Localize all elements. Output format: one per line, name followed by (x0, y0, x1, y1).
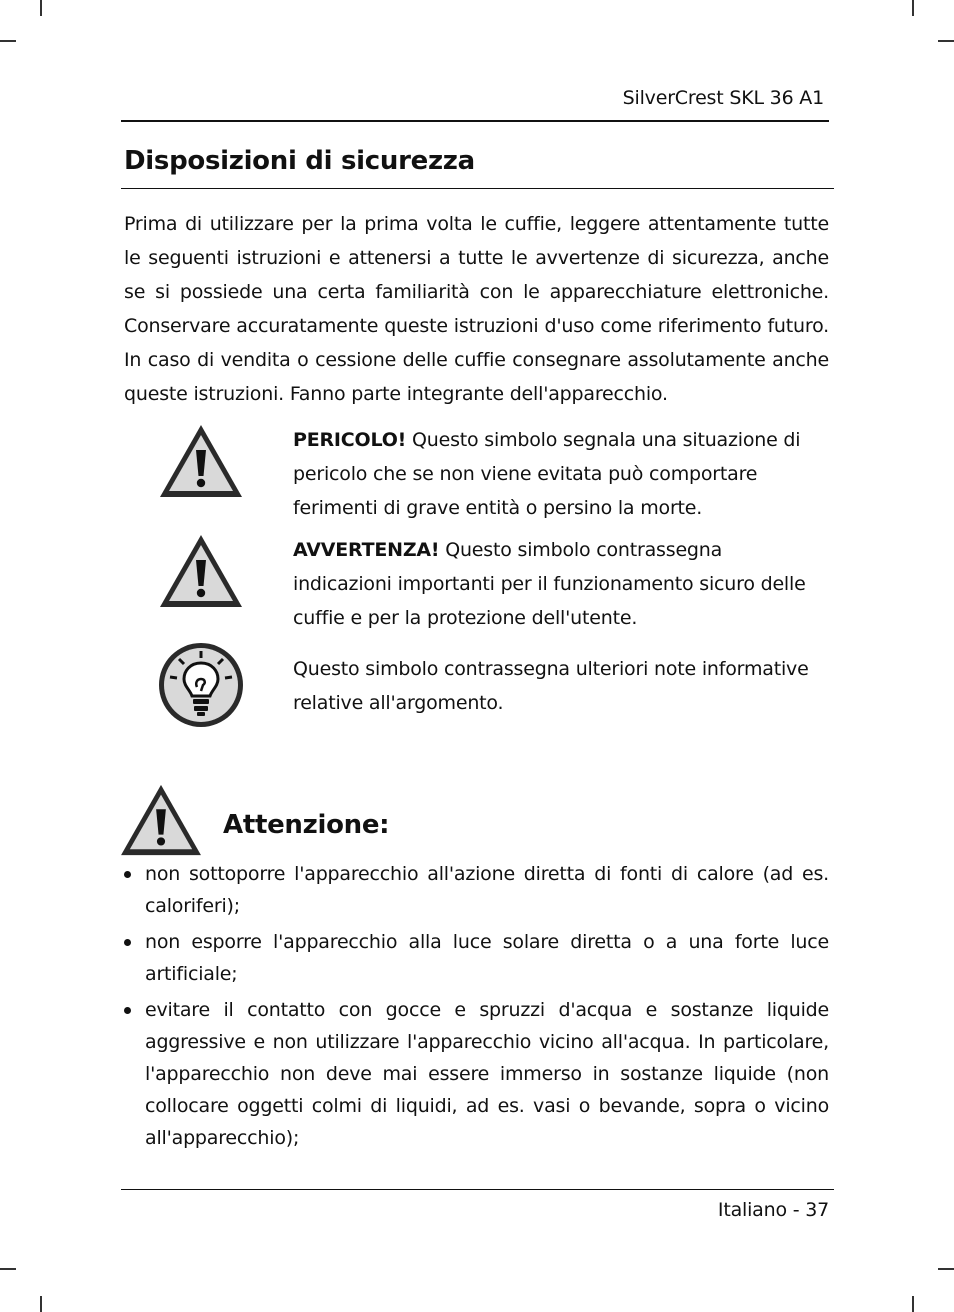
crop-mark (0, 40, 16, 42)
symbol-info-text (293, 652, 823, 720)
crop-mark (0, 1268, 16, 1270)
crop-mark (912, 1296, 914, 1312)
attention-warning-triangle-icon (118, 782, 204, 858)
crop-mark (912, 0, 914, 16)
crop-mark (938, 40, 954, 42)
bullet-text: non sottoporre l'apparecchio all'azione diretta di fonti di calore (ad es. caloriferi); (145, 863, 829, 917)
danger-label: PERICOLO! (293, 429, 407, 451)
bullet-dot-icon (124, 871, 131, 878)
warning-triangle-icon (157, 532, 245, 610)
attention-bullet-list (124, 858, 829, 1158)
crop-mark (40, 1296, 42, 1312)
header-product-name: SilverCrest SKL 36 A1 (622, 87, 824, 109)
bullet-dot-icon (124, 939, 131, 946)
footer-rule (121, 1189, 834, 1190)
symbol-danger-text (293, 423, 823, 525)
info-description: Questo simbolo contrassegna ulteriori note informative relative all'argomento. (293, 658, 809, 714)
bullet-text: evitare il contatto con gocce e spruzzi d'acqua e sostanze liquide aggressive e non utilizzare l'apparecchio vicino all'acqua. In particolare, l'apparecchio non deve mai essere immerso in sostanze liquide (non collocare oggetti colmi di liquidi, ad es. vasi o bevande, sopra o vicino all'apparecchio); (145, 999, 829, 1149)
list-item (124, 994, 829, 1154)
symbol-warning-text (293, 533, 823, 635)
lightbulb-info-icon (157, 641, 245, 729)
section-title: Disposizioni di sicurezza (124, 146, 475, 176)
title-rule (121, 188, 834, 189)
attention-title: Attenzione: (223, 810, 390, 840)
list-item (124, 926, 829, 990)
intro-paragraph: Prima di utilizzare per la prima volta le cuffie, leggere attentamente tutte le seguenti istruzioni e attenersi a tutte le avvertenze di sicurezza, anche se si possiede una certa familiarità con le apparecchiature elettroniche. Conservare accuratamente queste istruzioni d'uso come riferimento futuro. In caso di vendita o cessione delle cuffie consegnare assolutamente anche queste istruzioni. Fanno parte integrante dell'apparecchio. (124, 213, 829, 405)
danger-warning-triangle-icon (157, 422, 245, 500)
bullet-text: non esporre l'apparecchio alla luce solare diretta o a una forte luce artificiale; (145, 931, 829, 985)
footer-page-number: Italiano - 37 (717, 1199, 829, 1221)
crop-mark (40, 0, 42, 16)
header-rule (121, 120, 829, 122)
bullet-dot-icon (124, 1007, 131, 1014)
crop-mark (938, 1268, 954, 1270)
list-item (124, 858, 829, 922)
danger-description: Questo simbolo segnala una situazione di pericolo che se non viene evitata può comportare ferimenti di grave entità o persino la morte. (293, 429, 801, 519)
warning-label: AVVERTENZA! (293, 539, 440, 561)
warning-description: Questo simbolo contrassegna indicazioni importanti per il funzionamento sicuro delle cuffie e per la protezione dell'utente. (293, 539, 806, 629)
